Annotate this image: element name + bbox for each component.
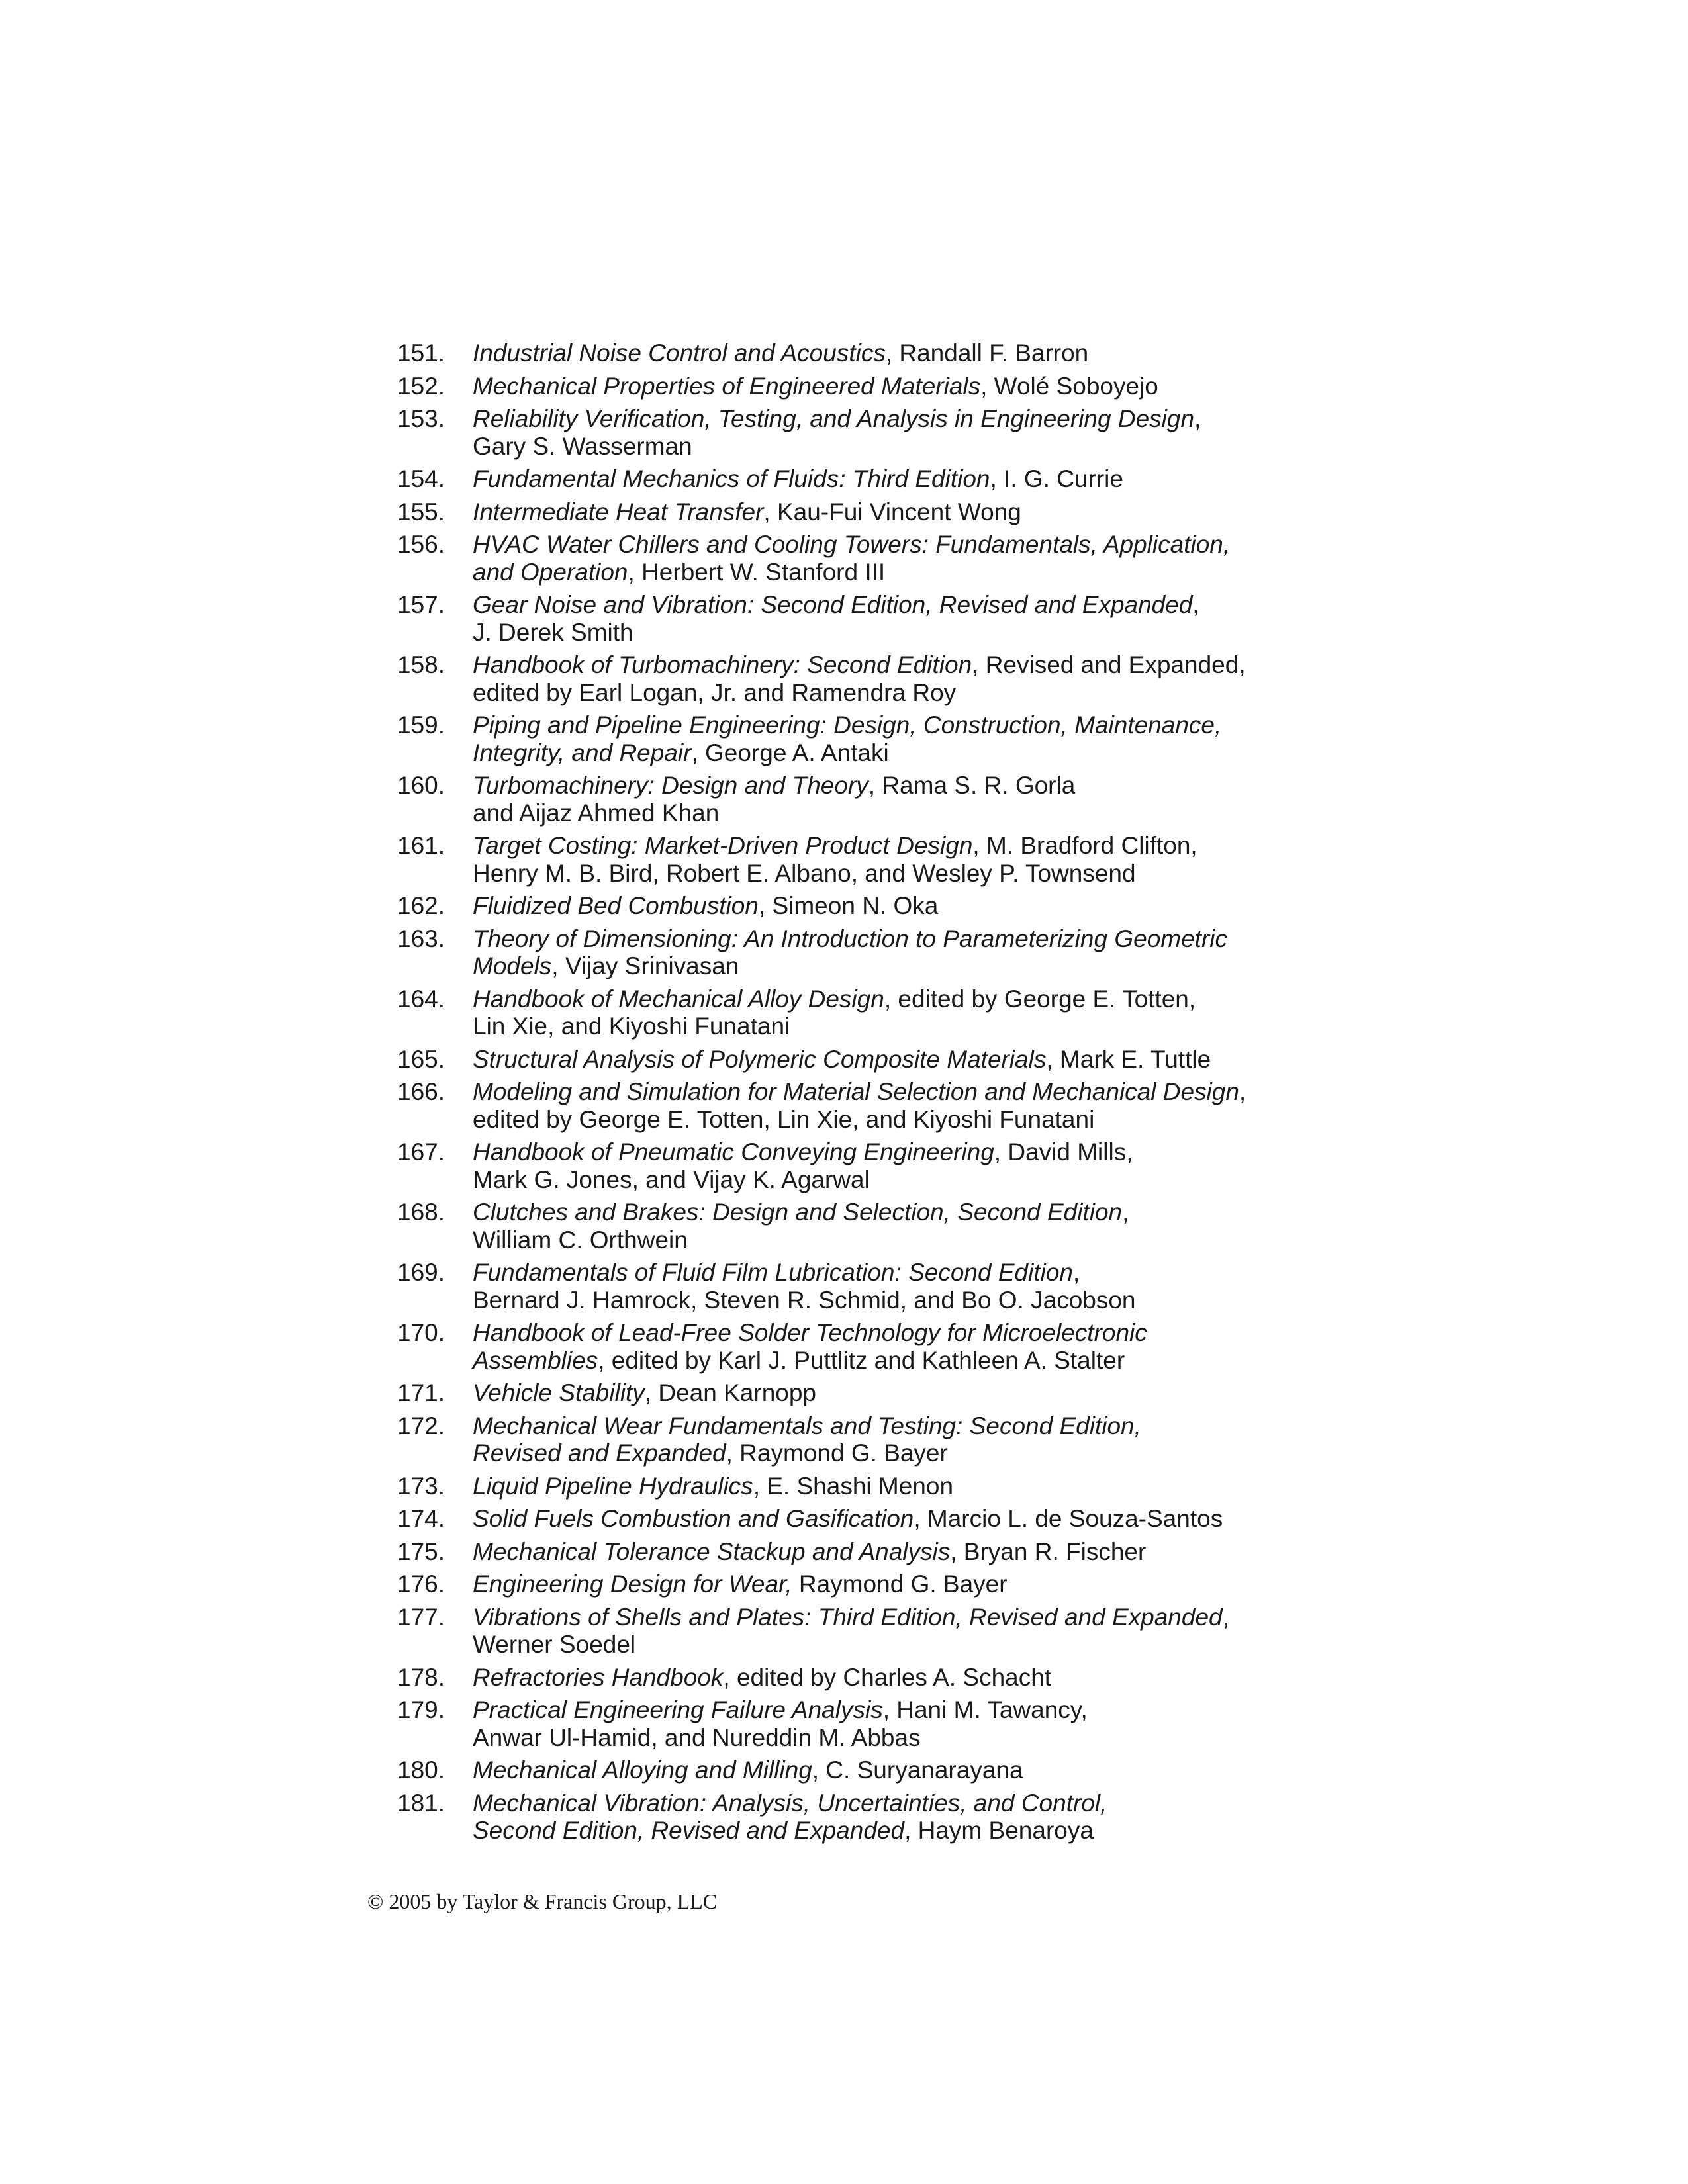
item-citation [473, 373, 1311, 400]
item-citation [473, 1259, 1311, 1314]
item-citation [473, 1078, 1311, 1133]
book-authors: Raymond G. Bayer [792, 1570, 1008, 1598]
item-citation [473, 832, 1311, 887]
book-authors: , Raymond G. Bayer [726, 1439, 948, 1467]
book-authors: , Marcio L. de Souza-Santos [914, 1505, 1223, 1532]
book-title: Mechanical Alloying and Milling [473, 1756, 812, 1784]
book-title: Target Costing: Market-Driven Product Design [473, 832, 973, 859]
book-title: Fundamentals of Fluid Film Lubrication: Second Edition [473, 1259, 1073, 1286]
item-citation [473, 651, 1311, 706]
item-citation [473, 1570, 1311, 1598]
book-title: Clutches and Brakes: Design and Selection, Second Edition [473, 1199, 1123, 1226]
book-authors: , Randall F. Barron [885, 340, 1089, 367]
book-authors: , Herbert W. Stanford III [628, 558, 886, 586]
list-item [397, 985, 1311, 1040]
item-citation [473, 531, 1311, 586]
item-number: 172. [397, 1412, 445, 1439]
item-number: 152. [397, 372, 445, 400]
item-citation [473, 1664, 1311, 1692]
item-number: 179. [397, 1696, 445, 1723]
book-title: Piping and Pipeline Engineering: Design, Construction, Maintenance, Integrity, and Repair [473, 711, 1222, 766]
item-citation [473, 1379, 1311, 1407]
book-authors: , edited by George E. Totten, Lin Xie, and Kiyoshi Funatani [473, 985, 1196, 1040]
book-title: Handbook of Turbomachinery: Second Edition [473, 651, 972, 678]
book-authors: , edited by Karl J. Puttlitz and Kathleen A. Stalter [598, 1346, 1125, 1374]
book-authors: , David Mills, Mark G. Jones, and Vijay K. Agarwal [473, 1138, 1133, 1193]
book-authors: , Werner Soedel [473, 1603, 1229, 1658]
item-citation [473, 1790, 1311, 1844]
item-citation [473, 772, 1311, 827]
list-item [397, 531, 1311, 586]
item-number: 167. [397, 1138, 445, 1165]
book-title: Solid Fuels Combustion and Gasification [473, 1505, 914, 1532]
book-title: Refractories Handbook [473, 1663, 724, 1691]
item-citation [473, 1604, 1311, 1659]
list-item [397, 651, 1311, 706]
book-authors: , Revised and Expanded, edited by Earl Logan, Jr. and Ramendra Roy [473, 651, 1246, 706]
item-citation [473, 711, 1311, 766]
book-authors: , Simeon N. Oka [758, 892, 939, 919]
item-citation [473, 925, 1311, 980]
item-number: 166. [397, 1078, 445, 1105]
item-number: 156. [397, 531, 445, 558]
book-title: Fluidized Bed Combustion [473, 892, 759, 919]
item-number: 176. [397, 1570, 445, 1598]
item-number: 175. [397, 1537, 445, 1565]
item-citation [473, 1505, 1311, 1533]
item-citation [473, 1046, 1311, 1073]
item-number: 169. [397, 1259, 445, 1286]
item-number: 160. [397, 772, 445, 799]
book-authors: , Kau-Fui Vincent Wong [763, 498, 1021, 525]
book-title: Practical Engineering Failure Analysis [473, 1696, 883, 1723]
item-citation [473, 1412, 1311, 1467]
item-number: 171. [397, 1379, 445, 1406]
item-number: 178. [397, 1663, 445, 1691]
list-item [397, 1046, 1311, 1073]
item-number: 155. [397, 498, 445, 525]
book-title: Vehicle Stability [473, 1379, 645, 1406]
book-authors: , Bernard J. Hamrock, Steven R. Schmid, and Bo O. Jacobson [473, 1259, 1136, 1314]
book-authors: , Hani M. Tawancy, Anwar Ul-Hamid, and Nureddin M. Abbas [473, 1696, 1088, 1751]
item-citation [473, 1756, 1311, 1784]
book-title: Modeling and Simulation for Material Selection and Mechanical Design [473, 1078, 1239, 1105]
item-number: 162. [397, 892, 445, 919]
item-citation [473, 465, 1311, 493]
book-authors: , Mark E. Tuttle [1046, 1045, 1211, 1073]
list-item [397, 1505, 1311, 1533]
book-title: Handbook of Lead-Free Solder Technology for Microelectronic Assemblies [473, 1319, 1147, 1374]
item-number: 153. [397, 405, 445, 432]
item-citation [473, 1538, 1311, 1566]
book-title: Mechanical Properties of Engineered Materials [473, 372, 981, 400]
item-number: 170. [397, 1319, 445, 1346]
book-title: Mechanical Wear Fundamentals and Testing: Second Edition, Revised and Expanded [473, 1412, 1141, 1467]
book-authors: , J. Derek Smith [473, 591, 1199, 646]
book-authors: , edited by George E. Totten, Lin Xie, and Kiyoshi Funatani [473, 1078, 1246, 1133]
list-item [397, 1538, 1311, 1566]
book-title: Engineering Design for Wear, [473, 1570, 792, 1598]
item-citation [473, 340, 1311, 367]
book-authors: , Bryan R. Fischer [950, 1537, 1147, 1565]
list-item [397, 1199, 1311, 1253]
item-number: 157. [397, 591, 445, 618]
item-citation [473, 1199, 1311, 1253]
list-item [397, 1604, 1311, 1659]
book-title: Fundamental Mechanics of Fluids: Third Edition [473, 465, 990, 492]
book-authors: , edited by Charles A. Schacht [723, 1663, 1052, 1691]
item-citation [473, 591, 1311, 646]
list-item [397, 925, 1311, 980]
list-item [397, 1259, 1311, 1314]
book-title: Liquid Pipeline Hydraulics [473, 1472, 753, 1500]
item-citation [473, 1138, 1311, 1193]
list-item [397, 340, 1311, 367]
list-item [397, 1756, 1311, 1784]
list-item [397, 498, 1311, 526]
item-number: 161. [397, 832, 445, 859]
item-number: 174. [397, 1505, 445, 1532]
book-authors: , Haym Benaroya [904, 1817, 1094, 1844]
book-authors: , Gary S. Wasserman [473, 405, 1201, 460]
list-item [397, 1379, 1311, 1407]
book-title: Industrial Noise Control and Acoustics [473, 340, 886, 367]
item-citation [473, 892, 1311, 920]
list-item [397, 832, 1311, 887]
item-citation [473, 985, 1311, 1040]
book-series-list [397, 340, 1311, 1850]
item-citation [473, 498, 1311, 526]
book-title: Structural Analysis of Polymeric Composite Materials [473, 1045, 1047, 1073]
book-title: Reliability Verification, Testing, and Analysis in Engineering Design [473, 405, 1195, 432]
list-item [397, 1664, 1311, 1692]
book-title: HVAC Water Chillers and Cooling Towers: Fundamentals, Application, and Operation [473, 531, 1231, 586]
book-title: Turbomachinery: Design and Theory [473, 772, 868, 799]
book-authors: , E. Shashi Menon [753, 1472, 954, 1500]
book-authors: , Dean Karnopp [644, 1379, 817, 1406]
list-item [397, 405, 1311, 460]
book-title: Handbook of Pneumatic Conveying Engineering [473, 1138, 994, 1165]
book-authors: , C. Suryanarayana [812, 1756, 1023, 1784]
book-title: Gear Noise and Vibration: Second Edition, Revised and Expanded [473, 591, 1193, 618]
item-number: 159. [397, 711, 445, 739]
list-item [397, 1319, 1311, 1374]
item-number: 181. [397, 1789, 445, 1817]
item-number: 164. [397, 985, 445, 1013]
book-title: Intermediate Heat Transfer [473, 498, 764, 525]
book-authors: , George A. Antaki [691, 739, 889, 766]
book-title: Mechanical Tolerance Stackup and Analysis [473, 1537, 951, 1565]
item-citation [473, 1319, 1311, 1374]
item-number: 165. [397, 1045, 445, 1073]
book-authors: , William C. Orthwein [473, 1199, 1129, 1253]
item-number: 168. [397, 1199, 445, 1226]
list-item [397, 373, 1311, 400]
book-authors: , I. G. Currie [990, 465, 1123, 492]
copyright-footer: © 2005 by Taylor & Francis Group, LLC [367, 1889, 718, 1913]
list-item [397, 1078, 1311, 1133]
book-title: Handbook of Mechanical Alloy Design [473, 985, 884, 1013]
list-item [397, 465, 1311, 493]
item-number: 158. [397, 651, 445, 678]
item-number: 177. [397, 1603, 445, 1631]
list-item [397, 1570, 1311, 1598]
list-item [397, 1412, 1311, 1467]
list-item [397, 1473, 1311, 1500]
item-citation [473, 1696, 1311, 1751]
book-title: Vibrations of Shells and Plates: Third Edition, Revised and Expanded [473, 1603, 1223, 1631]
list-item [397, 1138, 1311, 1193]
item-citation [473, 405, 1311, 460]
book-authors: , Wolé Soboyejo [980, 372, 1158, 400]
list-item [397, 591, 1311, 646]
book-authors: , Vijay Srinivasan [551, 952, 739, 979]
list-item [397, 772, 1311, 827]
item-number: 163. [397, 925, 445, 952]
book-authors: , Rama S. R. Gorla and Aijaz Ahmed Khan [473, 772, 1076, 827]
book-title: Mechanical Vibration: Analysis, Uncertainties, and Control, Second Edition, Revised and Expanded [473, 1789, 1107, 1844]
item-number: 173. [397, 1472, 445, 1500]
list-item [397, 711, 1311, 766]
item-number: 151. [397, 340, 445, 367]
item-number: 154. [397, 465, 445, 492]
item-number: 180. [397, 1756, 445, 1784]
list-item [397, 1790, 1311, 1844]
list-item [397, 1696, 1311, 1751]
book-title: Theory of Dimensioning: An Introduction to Parameterizing Geometric Models [473, 925, 1227, 979]
book-authors: , M. Bradford Clifton, Henry M. B. Bird, Robert E. Albano, and Wesley P. Townsend [473, 832, 1197, 887]
item-citation [473, 1473, 1311, 1500]
list-item [397, 892, 1311, 920]
